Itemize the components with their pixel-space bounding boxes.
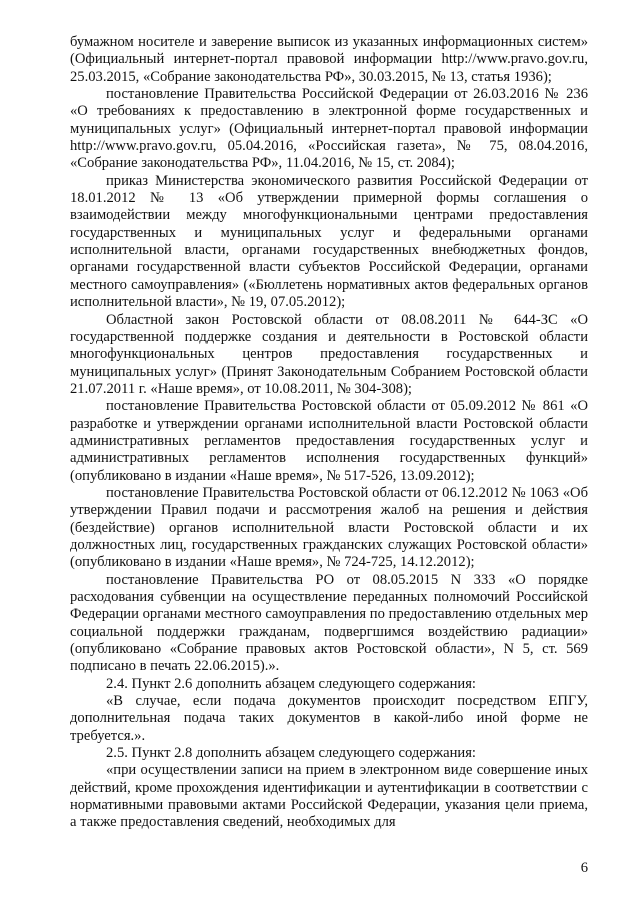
paragraph-regional-law-644: Областной закон Ростовской области от 08.08.2011 № 644-ЗС «О государственной поддержке создания и деятельности в Ростовской области многофункциональных центров предоставления государственных и муниципальных услуг» (Принят Законодательным Собранием Ростовской области 21.07.2011 г. «Наше время», от 10.08.2011, № 304-308); <box>70 311 588 397</box>
paragraph-decree-333: постановление Правительства РО от 08.05.2015 N 333 «О порядке расходования субвенции на осуществление переданных полномочий Российской Федерации органами местного самоуправления по предоставлению отдельных мер социальной поддержки гражданам, подвергшимся воздействию радиации» (опубликовано «Собрание правовых актов Ростовской области», N 5, ст. 569 подписано в печать 22.06.2015).». <box>70 571 588 675</box>
page-number: 6 <box>580 860 588 876</box>
paragraph-decree-236: постановление Правительства Российской Федерации от 26.03.2016 № 236 «О требованиях к предоставлению в электронной форме государственных и муниципальных услуг» (Официальный интернет-портал правовой информации http://www.pravo.gov.ru, 05.04.2016, «Российская газета», № 75, 08.04.2016, «Собрание законодательства РФ», 11.04.2016, № 15, ст. 2084); <box>70 86 588 172</box>
paragraph-electronic-appointment: «при осуществлении записи на прием в электронном виде совершение иных действий, кроме прохождения идентификации и аутентификации в соответствии с нормативными правовыми актами Российской Федерации, указания цели приема, а также предоставления сведений, необходимых для <box>70 762 588 831</box>
paragraph-epgu-quote: «В случае, если подача документов происходит посредством ЕПГУ, дополнительная подача таких документов в какой-либо иной форме не требуется.». <box>70 693 588 744</box>
paragraph-item-2-4: 2.4. Пункт 2.6 дополнить абзацем следующего содержания: <box>106 675 476 692</box>
paragraph-continuation: бумажном носителе и заверение выписок из указанных информационных систем» (Официальный интернет-портал правовой информации http://www.pravo.gov.ru, 25.03.2015, «Собрание законодательства РФ», 30.03.2015, № 13, статья 1936); <box>70 34 588 85</box>
paragraph-order-13: приказ Министерства экономического развития Российской Федерации от 18.01.2012 № 13 «Об утверждении примерной формы соглашения о взаимодействии между многофункциональными центрами предоставления государственных и муниципальных услуг и федеральными органами исполнительной власти, органами государственных внебюджетных фондов, органами государственной власти субъектов Российской Федерации, органами местного самоуправления» («Бюллетень нормативных актов федеральных органов исполнительной власти», № 19, 07.05.2012); <box>70 172 588 311</box>
paragraph-decree-861: постановление Правительства Ростовской области от 05.09.2012 № 861 «О разработке и утверждении органами исполнительной власти Ростовской области административных регламентов предоставления государственных услуг и административных регламентов исполнения государственных функций» (опубликовано в издании «Наше время», № 517-526, 13.09.2012); <box>70 398 588 484</box>
paragraph-item-2-5: 2.5. Пункт 2.8 дополнить абзацем следующего содержания: <box>106 745 476 762</box>
paragraph-decree-1063: постановление Правительства Ростовской области от 06.12.2012 № 1063 «Об утверждении Правил подачи и рассмотрения жалоб на решения и действия (бездействие) органов исполнительной власти Ростовской области и их должностных лиц, государственных гражданских служащих Ростовской области» (опубликовано в издании «Наше время», № 724-725, 14.12.2012); <box>70 484 588 571</box>
